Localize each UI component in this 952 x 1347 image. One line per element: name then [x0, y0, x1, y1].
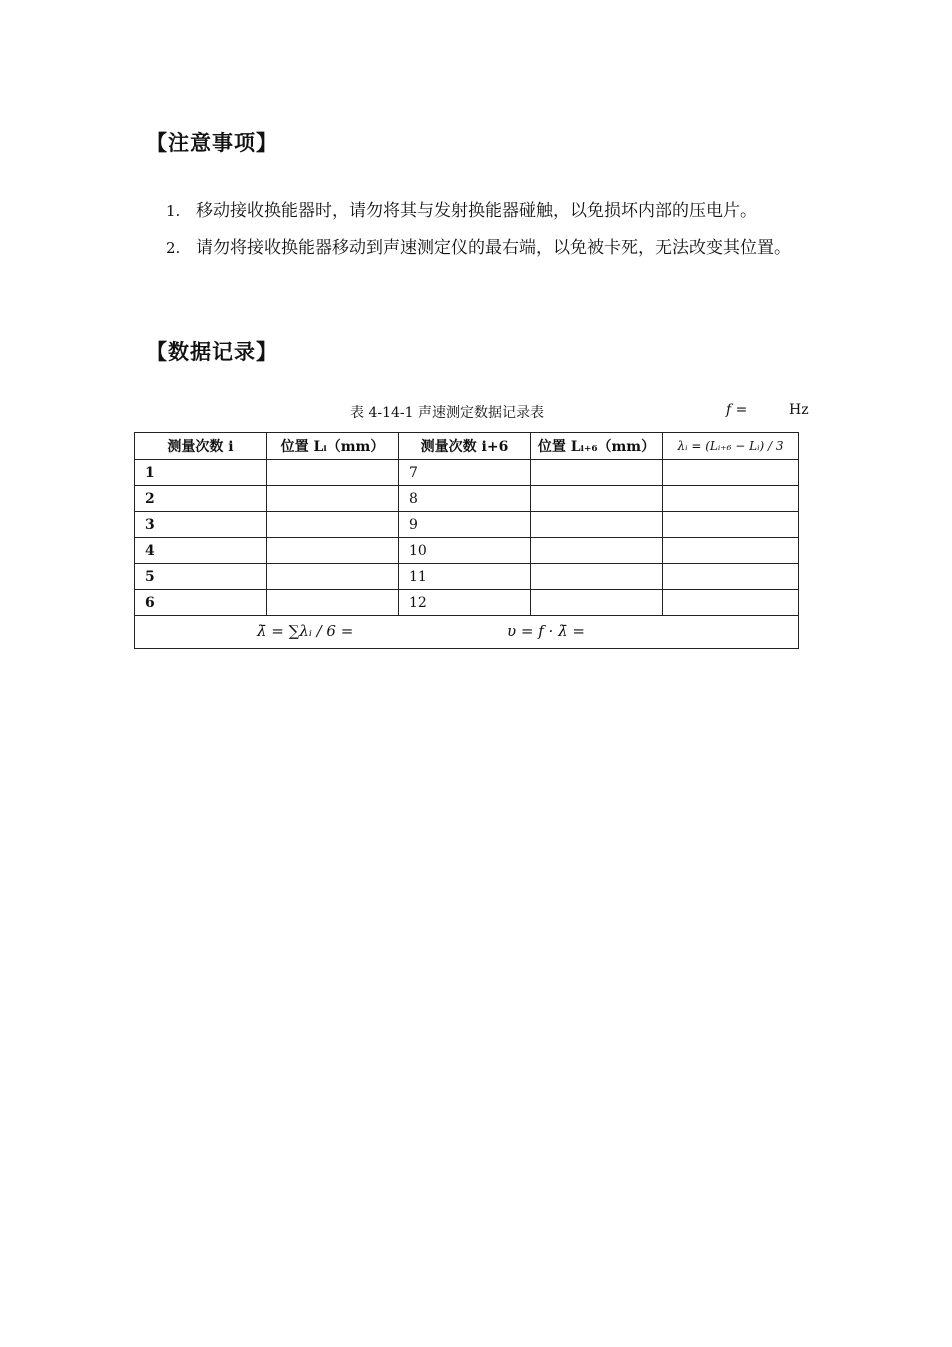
- cell-position-li[interactable]: [267, 460, 399, 486]
- cell-position-li[interactable]: [267, 486, 399, 512]
- cell-lambda[interactable]: [663, 590, 799, 616]
- cell-position-li6[interactable]: [531, 590, 663, 616]
- cell-i: 6: [135, 590, 267, 616]
- table-row: [135, 512, 799, 538]
- table-caption: 表 4-14-1 声速测定数据记录表: [350, 405, 544, 421]
- cell-lambda[interactable]: [663, 512, 799, 538]
- note-number: 1.: [166, 202, 181, 220]
- cell-position-li[interactable]: [267, 564, 399, 590]
- header-measure-count: 测量次数 i: [135, 433, 267, 460]
- cell-i: 3: [135, 512, 267, 538]
- table-row: [135, 538, 799, 564]
- note-text: 移动接收换能器时，请勿将其与发射换能器碰触，以免损坏内部的压电片。: [196, 201, 757, 221]
- header-lambda-formula: λᵢ = (Lᵢ₊₆ − Lᵢ) / 3: [663, 433, 799, 460]
- table-header-row: [135, 433, 799, 460]
- header-position-li: 位置 Lᵢ（mm）: [267, 433, 399, 460]
- table-summary-row: [135, 616, 799, 649]
- notes-heading: 【注意事项】: [146, 131, 278, 155]
- frequency-unit: Hz: [789, 402, 809, 418]
- cell-position-li6[interactable]: [531, 512, 663, 538]
- cell-i6: 9: [399, 512, 531, 538]
- note-item: [166, 230, 816, 267]
- cell-position-li6[interactable]: [531, 486, 663, 512]
- header-position-li6: 位置 Lᵢ₊₆（mm）: [531, 433, 663, 460]
- cell-i6: 7: [399, 460, 531, 486]
- table-row: [135, 460, 799, 486]
- cell-position-li[interactable]: [267, 590, 399, 616]
- cell-position-li6[interactable]: [531, 538, 663, 564]
- sound-speed-formula: υ = f · λ̄ =: [507, 622, 585, 640]
- cell-lambda[interactable]: [663, 538, 799, 564]
- cell-i: 4: [135, 538, 267, 564]
- cell-i6: 11: [399, 564, 531, 590]
- cell-lambda[interactable]: [663, 486, 799, 512]
- cell-i: 1: [135, 460, 267, 486]
- note-text: 请勿将接收换能器移动到声速测定仪的最右端，以免被卡死，无法改变其位置。: [196, 238, 791, 258]
- mean-wavelength-formula: λ̄ = ∑λᵢ / 6 =: [257, 622, 354, 640]
- table-row: [135, 564, 799, 590]
- cell-position-li6[interactable]: [531, 460, 663, 486]
- cell-lambda[interactable]: [663, 460, 799, 486]
- table-row: [135, 590, 799, 616]
- sound-speed-data-table: [134, 432, 799, 649]
- cell-i6: 10: [399, 538, 531, 564]
- cell-i: 5: [135, 564, 267, 590]
- table-row: [135, 486, 799, 512]
- cell-position-li6[interactable]: [531, 564, 663, 590]
- header-measure-count-plus-six: 测量次数 i+6: [399, 433, 531, 460]
- data-record-heading: 【数据记录】: [146, 340, 278, 364]
- note-number: 2.: [166, 239, 181, 257]
- cell-position-li[interactable]: [267, 538, 399, 564]
- summary-formula-cell: [135, 616, 799, 649]
- cell-i: 2: [135, 486, 267, 512]
- cell-position-li[interactable]: [267, 512, 399, 538]
- cell-i6: 8: [399, 486, 531, 512]
- note-item: [166, 193, 816, 230]
- cell-lambda[interactable]: [663, 564, 799, 590]
- notes-list: [166, 193, 816, 267]
- frequency-label: f =: [726, 402, 748, 418]
- cell-i6: 12: [399, 590, 531, 616]
